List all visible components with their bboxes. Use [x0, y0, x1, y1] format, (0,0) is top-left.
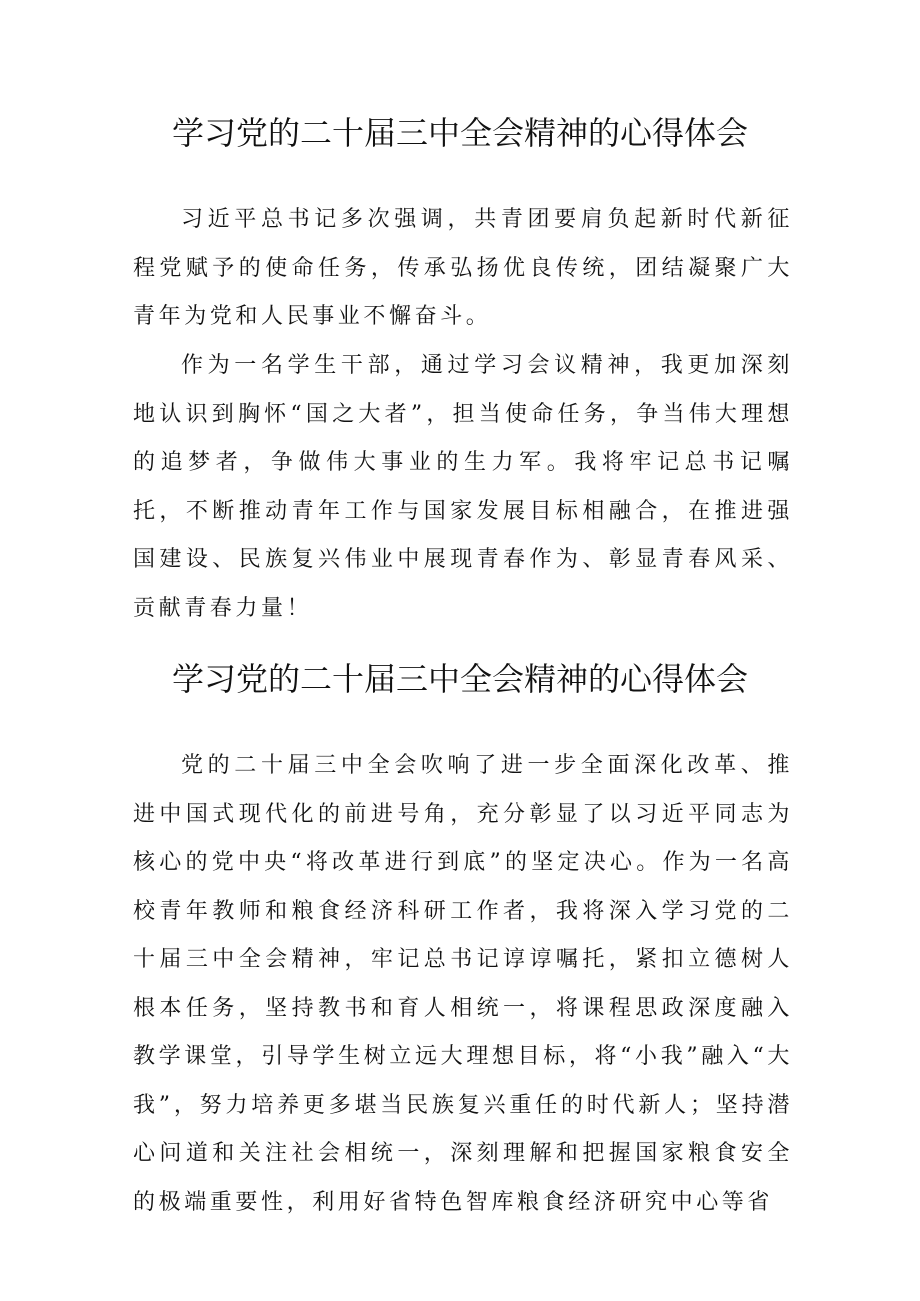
section-2-paragraph-1: 党的二十届三中全会吹响了进一步全面深化改革、推进中国式现代化的前进号角，充分彰显了以习近平同志为核心的党中央“将改革进行到底”的坚定决心。作为一名高校青年教师和粮食经济科研工作者，我将深入学习党的二十届三中全会精神，牢记总书记谆谆嘱托，紧扣立德树人根本任务，坚持教书和育人相统一，将课程思政深度融入教学课堂，引导学生树立远大理想目标，将“小我”融入“大我”，努力培养更多堪当民族复兴重任的时代新人；坚持潜心问道和关注社会相统一，深刻理解和把握国家粮食安全的极端重要性，利用好省特色智库粮食经济研究中心等省 — [133, 753, 793, 1215]
section-1-paragraph-1: 习近平总书记多次强调，共青团要肩负起新时代新征程党赋予的使命任务，传承弘扬优良传统，团结凝聚广大青年为党和人民事业不懈奋斗。 — [133, 207, 793, 329]
section-1-title: 学习党的二十届三中全会精神的心得体会 — [171, 114, 748, 152]
section-2-title: 学习党的二十届三中全会精神的心得体会 — [171, 660, 748, 698]
section-1-paragraph-2: 作为一名学生干部，通过学习会议精神，我更加深刻地认识到胸怀“国之大者”，担当使命任务，争当伟大理想的追梦者，争做伟大事业的生力军。我将牢记总书记嘱托，不断推动青年工作与国家发展目标相融合，在推进强国建设、民族复兴伟业中展现青春作为、彰显青春风采、贡献青春力量！ — [133, 353, 793, 621]
